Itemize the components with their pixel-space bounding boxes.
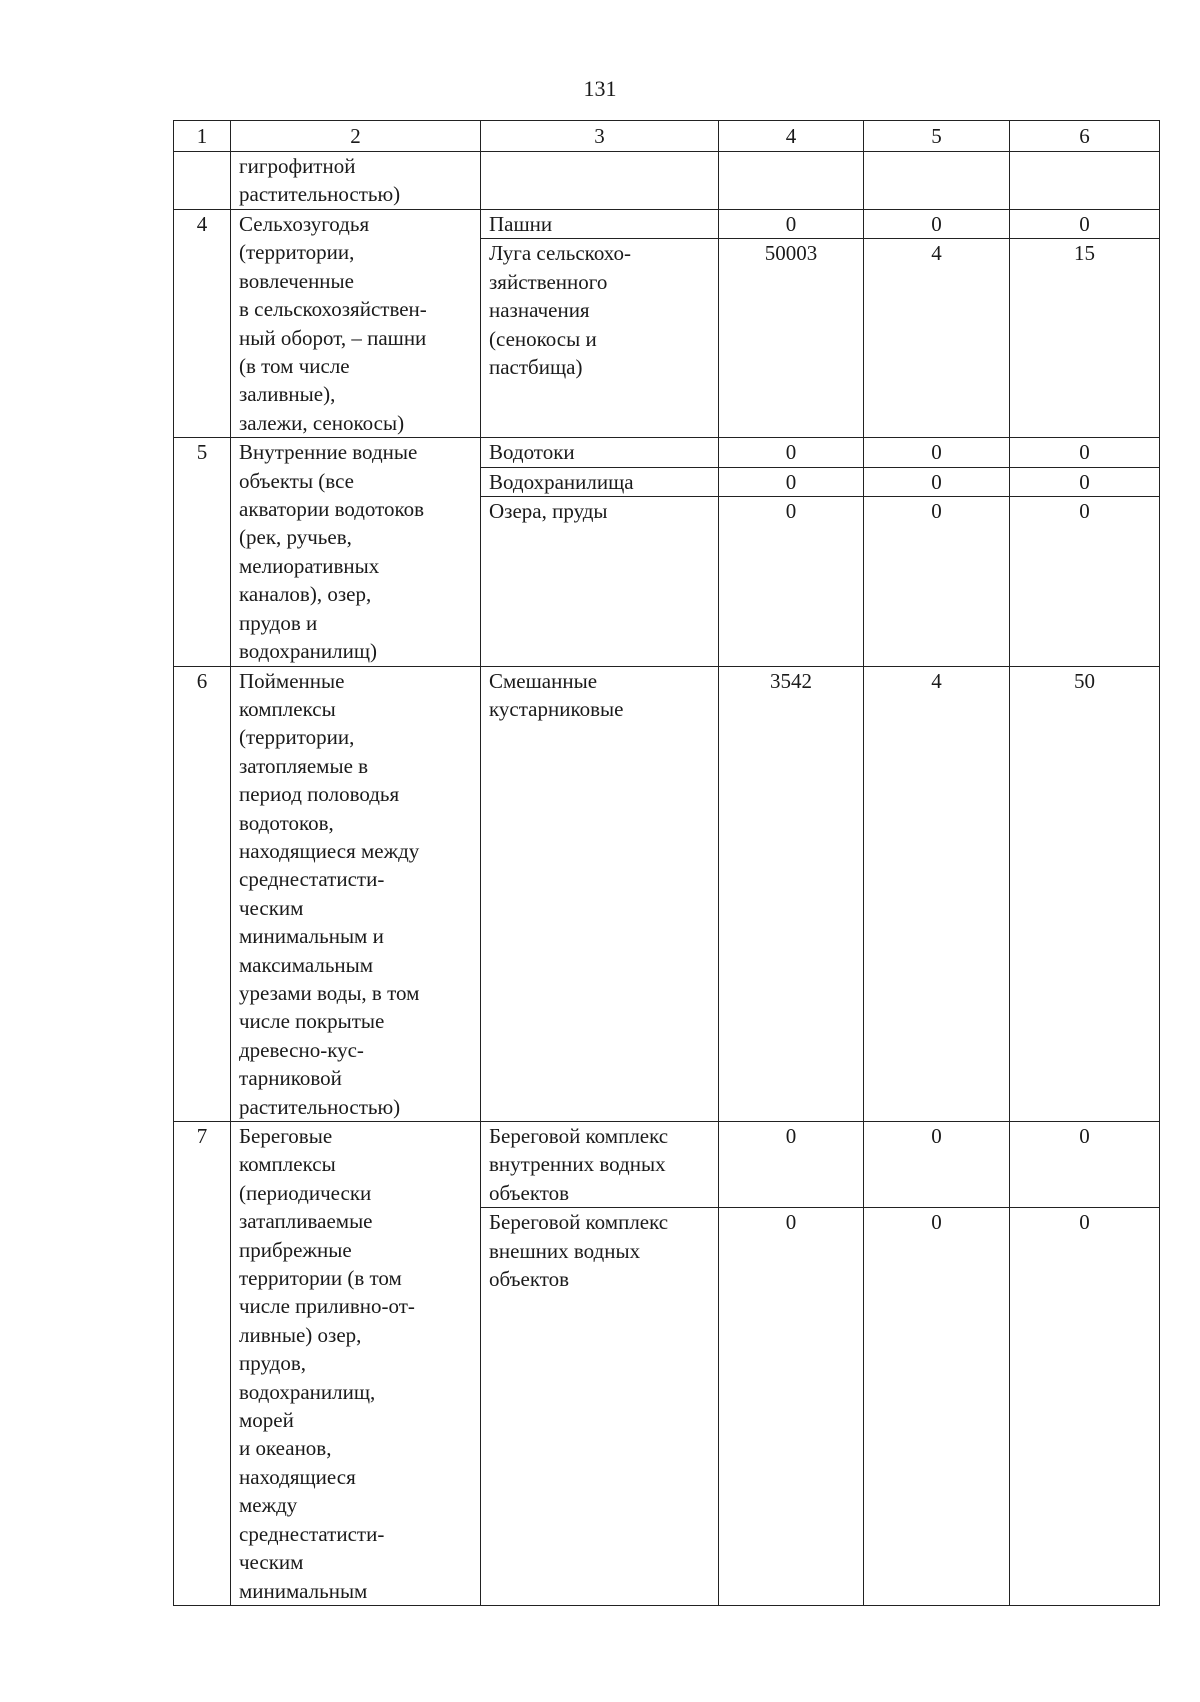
description-line: период половодья	[239, 782, 400, 807]
description-line: водохранилищ,	[239, 1379, 376, 1404]
description-line: Береговые	[239, 1124, 333, 1148]
row-number-cell: 5	[174, 438, 231, 666]
description-cell	[231, 438, 481, 666]
type-line: внутренних водных	[489, 1152, 666, 1177]
type-line: Луга сельскохо-	[489, 241, 631, 266]
description-line: залежи, сенокосы)	[239, 410, 405, 435]
value-cell: 0	[864, 467, 1010, 496]
value-cell	[719, 152, 864, 210]
type-cell	[481, 467, 719, 496]
description-line: среднестатисти-	[239, 867, 385, 892]
description-line: находящиеся	[239, 1464, 356, 1489]
value-cell: 0	[719, 438, 864, 467]
data-table	[173, 120, 1160, 1606]
description-line: (периодически	[239, 1180, 372, 1205]
description-line: гигрофитной	[239, 154, 356, 178]
value-cell	[864, 152, 1010, 210]
value-cell: 0	[864, 210, 1010, 239]
description-line: ливные) озер,	[239, 1322, 362, 1347]
description-line: урезами воды, в том	[239, 980, 420, 1005]
value-cell: 0	[1010, 438, 1160, 467]
value-cell	[1010, 152, 1160, 210]
description-line: тарниковой	[239, 1066, 342, 1091]
description-line: максимальным	[239, 952, 374, 977]
type-line: Береговой комплекс	[489, 1210, 669, 1235]
table-row	[174, 152, 1160, 210]
description-line: прудов,	[239, 1351, 306, 1376]
description-line: (территории,	[239, 240, 355, 265]
value-cell: 50003	[719, 239, 864, 438]
description-line: прибрежные	[239, 1237, 352, 1262]
description-cell	[231, 152, 481, 210]
description-cell	[231, 666, 481, 1122]
table-header-row	[174, 121, 1160, 152]
value-cell: 0	[719, 497, 864, 666]
type-line: объектов	[489, 1180, 570, 1205]
type-cell	[481, 210, 719, 239]
header-cell: 1	[174, 121, 231, 152]
description-line: заливные),	[239, 382, 336, 407]
value-cell: 0	[864, 438, 1010, 467]
table-row	[174, 666, 1160, 1122]
description-line: (в том числе	[239, 354, 350, 379]
description-line: морей	[239, 1408, 294, 1433]
row-number-cell: 4	[174, 210, 231, 438]
value-cell: 0	[1010, 1208, 1160, 1606]
value-cell: 0	[719, 1208, 864, 1606]
header-cell: 3	[481, 121, 719, 152]
description-line: древесно-кус-	[239, 1037, 364, 1062]
description-line: в сельскохозяйствен-	[239, 297, 427, 322]
description-line: ный оборот, – пашни	[239, 325, 427, 350]
type-line: пастбища)	[489, 355, 583, 380]
description-line: находящиеся между	[239, 838, 420, 863]
value-cell: 4	[864, 239, 1010, 438]
type-cell	[481, 438, 719, 467]
table-row	[174, 210, 1160, 239]
value-cell: 50	[1010, 666, 1160, 1122]
value-cell: 0	[1010, 497, 1160, 666]
type-line: Водотоки	[489, 440, 575, 465]
type-line: зяйственного	[489, 269, 608, 294]
value-cell: 4	[864, 666, 1010, 1122]
type-cell	[481, 152, 719, 210]
description-line: Внутренние водные	[239, 440, 418, 465]
description-line: растительностью)	[239, 1094, 401, 1119]
type-cell	[481, 1208, 719, 1606]
value-cell: 0	[1010, 467, 1160, 496]
table-row	[174, 438, 1160, 467]
value-cell: 0	[1010, 210, 1160, 239]
description-line: среднестатисти-	[239, 1521, 385, 1546]
type-line: объектов	[489, 1267, 570, 1292]
type-line: Смешанные	[489, 668, 598, 693]
description-line: числе приливно-от-	[239, 1294, 415, 1319]
description-line: минимальным и	[239, 924, 384, 949]
type-cell	[481, 497, 719, 666]
description-line: ческим	[239, 895, 304, 920]
value-cell: 0	[719, 1122, 864, 1208]
type-line: кустарниковые	[489, 696, 624, 721]
type-line: внешних водных	[489, 1238, 641, 1263]
description-line: (рек, ручьев,	[239, 525, 352, 550]
type-cell	[481, 239, 719, 438]
description-line: водохранилищ)	[239, 639, 378, 664]
description-line: числе покрытые	[239, 1009, 385, 1034]
description-cell	[231, 210, 481, 438]
description-line: территории (в том	[239, 1266, 402, 1291]
type-line: Береговой комплекс	[489, 1124, 669, 1148]
type-line: Пашни	[489, 212, 553, 236]
description-line: минимальным	[239, 1578, 368, 1603]
header-cell: 5	[864, 121, 1010, 152]
description-line: Сельхозугодья	[239, 212, 370, 236]
value-cell: 0	[864, 1122, 1010, 1208]
description-line: каналов), озер,	[239, 582, 372, 607]
description-line: и океанов,	[239, 1436, 332, 1461]
value-cell: 0	[1010, 1122, 1160, 1208]
description-line: мелиоративных	[239, 553, 380, 578]
type-line: назначения	[489, 298, 590, 323]
value-cell: 0	[719, 467, 864, 496]
description-line: ческим	[239, 1550, 304, 1575]
value-cell: 0	[719, 210, 864, 239]
type-cell	[481, 1122, 719, 1208]
description-line: растительностью)	[239, 182, 401, 207]
header-cell: 4	[719, 121, 864, 152]
header-cell: 2	[231, 121, 481, 152]
description-line: комплексы	[239, 696, 336, 721]
description-line: комплексы	[239, 1152, 336, 1177]
description-line: объекты (все	[239, 468, 354, 493]
row-number-cell: 7	[174, 1122, 231, 1606]
description-line: Пойменные	[239, 668, 345, 693]
value-cell: 15	[1010, 239, 1160, 438]
description-line: вовлеченные	[239, 268, 354, 293]
type-line: Водохранилища	[489, 469, 634, 494]
row-number-cell	[174, 152, 231, 210]
description-line: водотоков,	[239, 810, 334, 835]
value-cell: 0	[864, 1208, 1010, 1606]
table-row	[174, 1122, 1160, 1208]
type-line: Озера, пруды	[489, 499, 608, 524]
description-line: (территории,	[239, 725, 355, 750]
description-line: между	[239, 1493, 298, 1518]
description-line: прудов и	[239, 610, 318, 635]
description-cell	[231, 1122, 481, 1606]
type-cell	[481, 666, 719, 1122]
header-cell: 6	[1010, 121, 1160, 152]
value-cell: 0	[864, 497, 1010, 666]
description-line: затапливаемые	[239, 1209, 373, 1234]
page-number: 131	[583, 76, 617, 101]
description-line: акватории водотоков	[239, 497, 425, 522]
type-line: (сенокосы и	[489, 326, 597, 351]
value-cell: 3542	[719, 666, 864, 1122]
row-number-cell: 6	[174, 666, 231, 1122]
description-line: затопляемые в	[239, 753, 369, 778]
